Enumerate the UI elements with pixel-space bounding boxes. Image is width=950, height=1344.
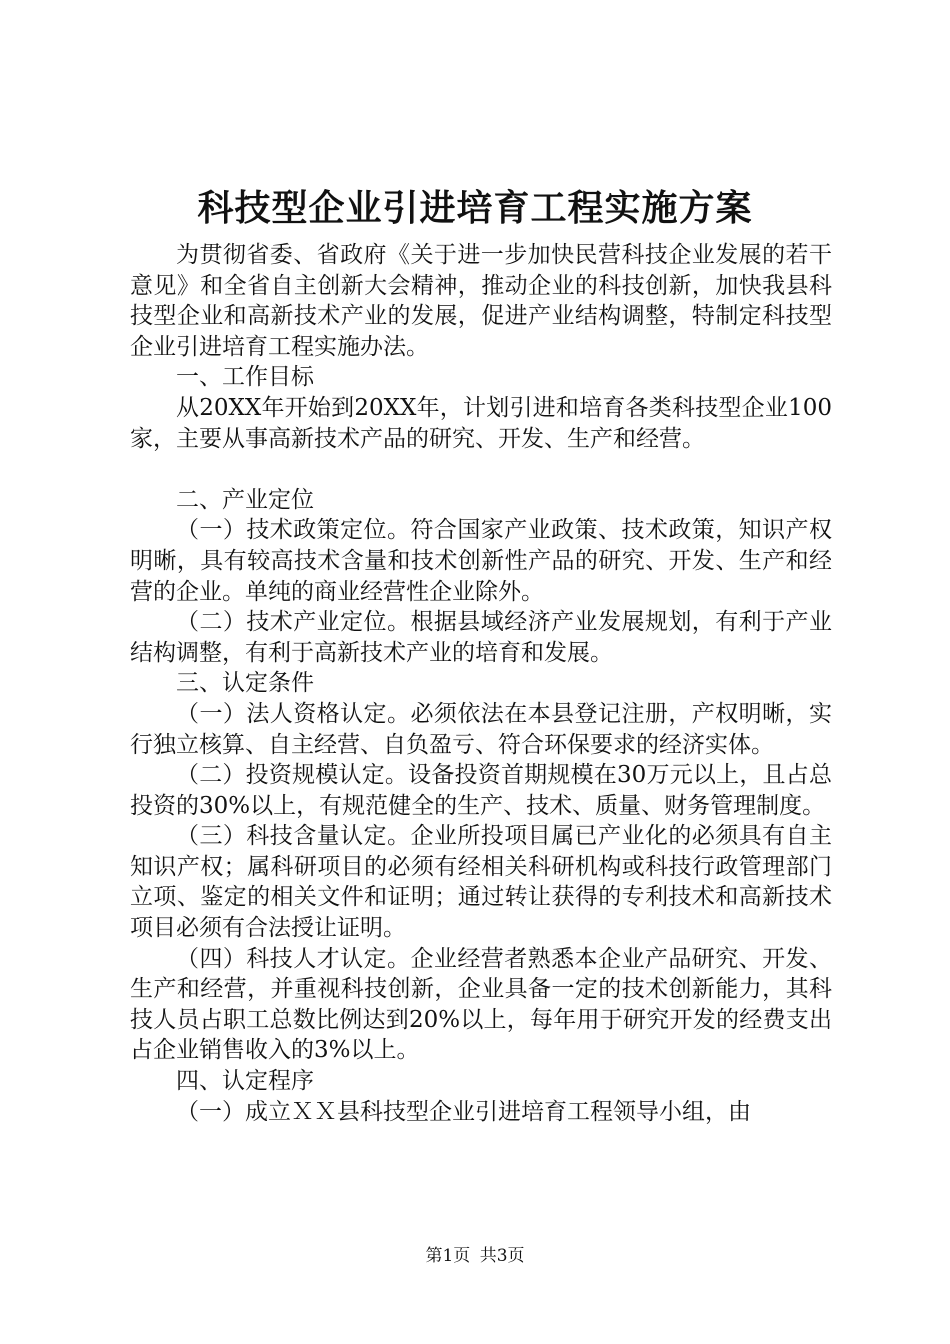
section-heading-conditions: 三、认定条件 [176,670,314,697]
section-heading-positioning: 二、产业定位 [176,486,314,513]
paragraph-legal-entity: （一）法人资格认定。必须依法在本县登记注册，产权明晰，实行独立核算、自主经营、自负盈亏、符合环保要求的经济实体。 [130,700,832,758]
paragraph-intro: 为贯彻省委、省政府《关于进一步加快民营科技企业发展的若干意见》和全省自主创新大会精神，推动企业的科技创新，加快我县科技型企业和高新技术产业的发展，促进产业结构调整，特制定科技型企业引进培育工程实施办法。 [130,242,832,360]
document-title: 科技型企业引进培育工程实施方案 [197,187,753,229]
section-heading-procedure: 四、认定程序 [176,1068,314,1095]
paragraph-investment-scale: （二）投资规模认定。设备投资首期规模在30万元以上，且占总投资的30%以上，有规范健全的生产、技术、质量、财务管理制度。 [130,762,832,819]
section-heading-goals: 一、工作目标 [176,364,314,391]
paragraph-procedure-first: （一）成立ＸＸ县科技型企业引进培育工程领导小组，由 [176,1098,751,1125]
paragraph-tech-talent: （四）科技人才认定。企业经营者熟悉本企业产品研究、开发、生产和经营，并重视科技创新，企业具备一定的技术创新能力，其科技人员占职工总数比例达到20%以上，每年用于研究开发的经费支出占企业销售收入的3%以上。 [130,945,832,1064]
paragraph-goals: 从20XX年开始到20XX年，计划引进和培育各类科技型企业100家，主要从事高新技术产品的研究、开发、生产和经营。 [130,394,832,452]
paragraph-policy-positioning: （一）技术政策定位。符合国家产业政策、技术政策，知识产权明晰，具有较高技术含量和技术创新性产品的研究、开发、生产和经营的企业。单纯的商业经营性企业除外。 [130,517,832,605]
document-body [130,240,832,1127]
page-number: 第1页 共3页 [425,1246,525,1266]
blank-line [130,454,832,485]
paragraph-tech-content: （三）科技含量认定。企业所投项目属已产业化的必须具有自主知识产权；属科研项目的必须有经相关科研机构或科技行政管理部门立项、鉴定的相关文件和证明；通过转让获得的专利技术和高新技术项目必须有合法授让证明。 [130,823,832,942]
paragraph-industry-positioning: （二）技术产业定位。根据县域经济产业发展规划，有利于产业结构调整，有利于高新技术产业的培育和发展。 [130,609,832,666]
